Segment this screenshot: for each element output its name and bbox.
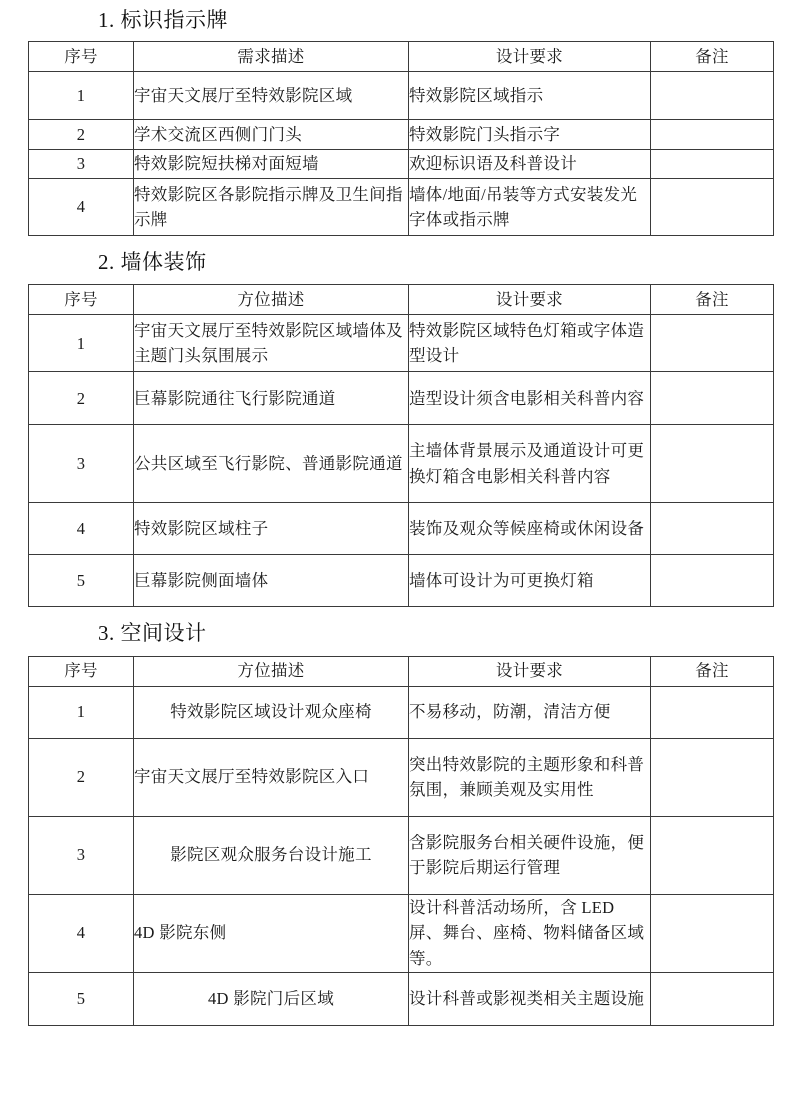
- table-row: [29, 179, 774, 236]
- column-header-description: 需求描述: [134, 42, 409, 72]
- column-header-index: 序号: [29, 656, 134, 686]
- cell-requirement: 主墙体背景展示及通道设计可更换灯箱含电影相关科普内容: [409, 425, 651, 503]
- column-header-description: 方位描述: [134, 656, 409, 686]
- cell-description: 宇宙天文展厅至特效影院区域墙体及主题门头氛围展示: [134, 315, 409, 372]
- cell-index: 1: [29, 686, 134, 738]
- column-header-index: 序号: [29, 42, 134, 72]
- cell-requirement: 突出特效影院的主题形象和科普氛围，兼顾美观及实用性: [409, 738, 651, 816]
- column-header-note: 备注: [651, 42, 774, 72]
- table-header-row: [29, 42, 774, 72]
- column-header-requirement: 设计要求: [409, 656, 651, 686]
- section-2: [0, 236, 800, 607]
- cell-description: 影院区观众服务台设计施工: [134, 816, 409, 894]
- cell-index: 5: [29, 555, 134, 607]
- cell-index: 4: [29, 894, 134, 972]
- cell-description: 公共区域至飞行影院、普通影院通道: [134, 425, 409, 503]
- cell-index: 2: [29, 120, 134, 150]
- cell-index: 3: [29, 150, 134, 179]
- cell-note: [651, 72, 774, 120]
- column-header-note: 备注: [651, 656, 774, 686]
- table-row: [29, 150, 774, 179]
- cell-note: [651, 372, 774, 425]
- section-3-heading: 3. 空间设计: [98, 621, 207, 646]
- section-1: [0, 0, 800, 236]
- cell-note: [651, 894, 774, 972]
- table-row: [29, 372, 774, 425]
- cell-index: 3: [29, 816, 134, 894]
- table-row: [29, 894, 774, 972]
- cell-note: [651, 738, 774, 816]
- section-3-table: [28, 656, 774, 1026]
- cell-requirement: 造型设计须含电影相关科普内容: [409, 372, 651, 425]
- table-row: [29, 972, 774, 1025]
- cell-requirement: 装饰及观众等候座椅或休闲设备: [409, 503, 651, 555]
- cell-description: 特效影院短扶梯对面短墙: [134, 150, 409, 179]
- cell-index: 5: [29, 972, 134, 1025]
- cell-note: [651, 686, 774, 738]
- cell-description: 4D 影院门后区域: [134, 972, 409, 1025]
- table-row: [29, 72, 774, 120]
- section-1-heading: 1. 标识指示牌: [98, 8, 228, 32]
- cell-index: 2: [29, 372, 134, 425]
- table-row: [29, 425, 774, 503]
- table-row: [29, 816, 774, 894]
- cell-index: 1: [29, 315, 134, 372]
- cell-index: 2: [29, 738, 134, 816]
- cell-description: 宇宙天文展厅至特效影院区域: [134, 72, 409, 120]
- cell-requirement: 特效影院区域指示: [409, 72, 651, 120]
- cell-requirement: 不易移动，防潮，清洁方便: [409, 686, 651, 738]
- table-header-row: [29, 656, 774, 686]
- table-row: [29, 315, 774, 372]
- cell-note: [651, 120, 774, 150]
- section-3: [0, 607, 800, 1025]
- column-header-requirement: 设计要求: [409, 42, 651, 72]
- cell-index: 4: [29, 503, 134, 555]
- cell-description: 巨幕影院侧面墙体: [134, 555, 409, 607]
- cell-requirement: 墙体/地面/吊装等方式安装发光字体或指示牌: [409, 179, 651, 236]
- cell-note: [651, 315, 774, 372]
- section-2-table: [28, 284, 774, 607]
- cell-description: 宇宙天文展厅至特效影院区入口: [134, 738, 409, 816]
- cell-description: 4D 影院东侧: [134, 894, 409, 972]
- cell-description: 学术交流区西侧门门头: [134, 120, 409, 150]
- table-row: [29, 686, 774, 738]
- table-row: [29, 503, 774, 555]
- cell-requirement: 设计科普活动场所，含 LED 屏、舞台、座椅、物料储备区域等。: [409, 894, 651, 972]
- section-2-heading: 2. 墙体装饰: [98, 250, 207, 275]
- cell-description: 巨幕影院通往飞行影院通道: [134, 372, 409, 425]
- cell-note: [651, 555, 774, 607]
- cell-note: [651, 150, 774, 179]
- cell-requirement: 含影院服务台相关硬件设施，便于影院后期运行管理: [409, 816, 651, 894]
- cell-requirement: 设计科普或影视类相关主题设施: [409, 972, 651, 1025]
- cell-description: 特效影院区域柱子: [134, 503, 409, 555]
- column-header-description: 方位描述: [134, 285, 409, 315]
- cell-note: [651, 816, 774, 894]
- cell-note: [651, 972, 774, 1025]
- cell-note: [651, 425, 774, 503]
- cell-requirement: 欢迎标识语及科普设计: [409, 150, 651, 179]
- cell-requirement: 墙体可设计为可更换灯箱: [409, 555, 651, 607]
- cell-index: 3: [29, 425, 134, 503]
- cell-description: 特效影院区各影院指示牌及卫生间指示牌: [134, 179, 409, 236]
- table-row: [29, 120, 774, 150]
- section-1-table: [28, 41, 774, 236]
- table-row: [29, 738, 774, 816]
- table-header-row: [29, 285, 774, 315]
- cell-requirement: 特效影院门头指示字: [409, 120, 651, 150]
- cell-note: [651, 179, 774, 236]
- cell-index: 4: [29, 179, 134, 236]
- cell-requirement: 特效影院区域特色灯箱或字体造型设计: [409, 315, 651, 372]
- column-header-note: 备注: [651, 285, 774, 315]
- cell-note: [651, 503, 774, 555]
- column-header-index: 序号: [29, 285, 134, 315]
- cell-index: 1: [29, 72, 134, 120]
- table-row: [29, 555, 774, 607]
- column-header-requirement: 设计要求: [409, 285, 651, 315]
- cell-description: 特效影院区域设计观众座椅: [134, 686, 409, 738]
